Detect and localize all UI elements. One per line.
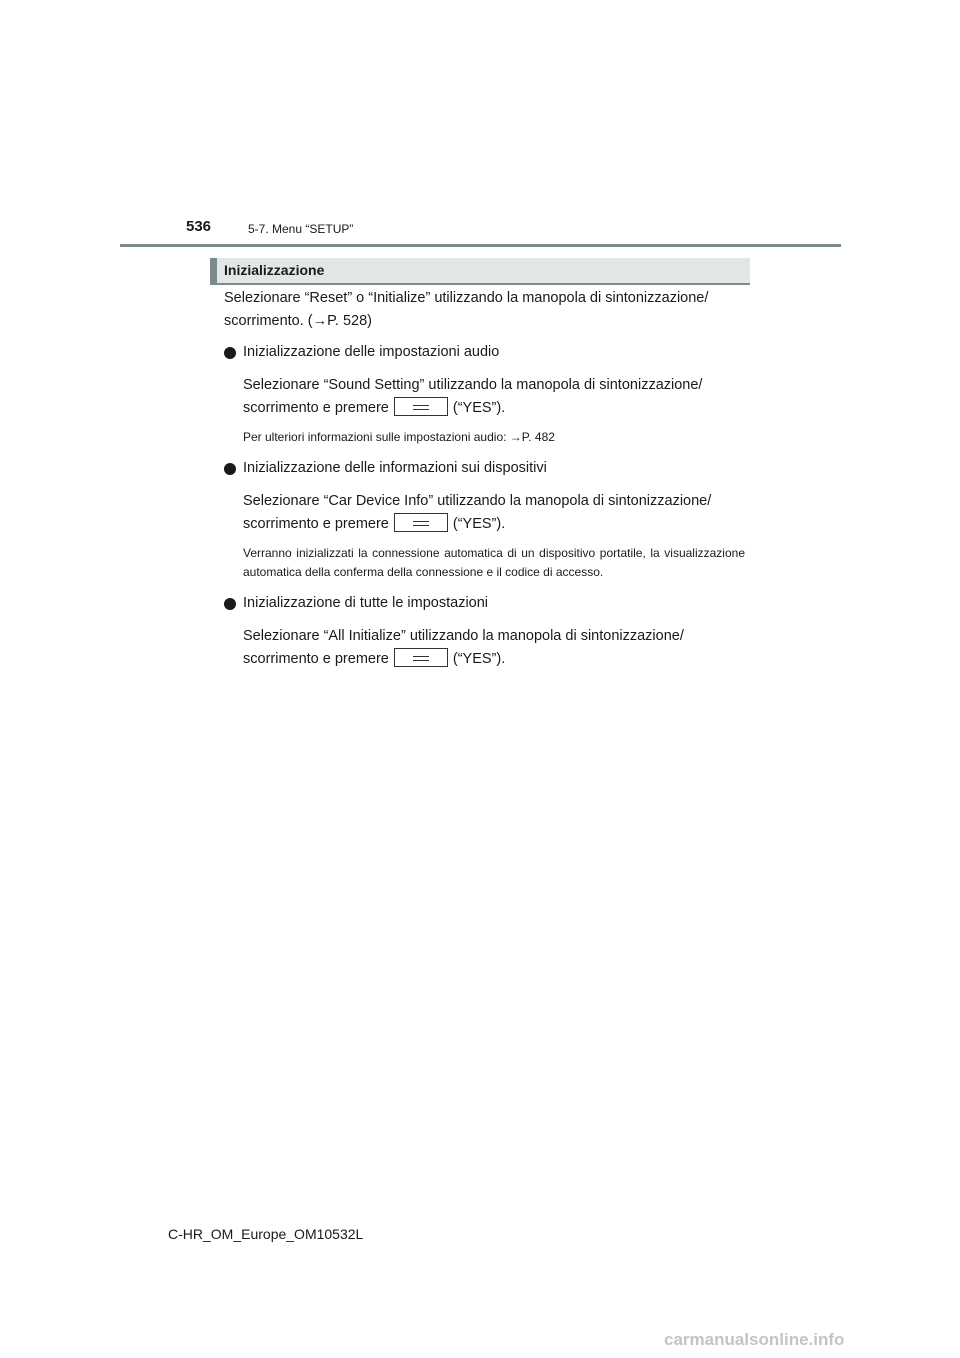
step-text <box>224 490 745 536</box>
step-line-1: Selezionare “Car Device Info” utilizzando la manopola di sintonizzazione/ <box>243 493 712 509</box>
step-text <box>224 374 745 420</box>
intro-line-2: scorrimento. (→P. 528) <box>224 313 373 329</box>
note-text: Verranno inizializzati la connessione automatica di un dispositivo portatile, la visualizzazione automatica della conferma della connessione e il codice di accesso. <box>243 546 745 579</box>
list-item-all-initialize <box>224 592 745 671</box>
bullet-title-text: Inizializzazione delle impostazioni audio <box>243 344 500 360</box>
step-line-2: scorrimento e premere <box>243 400 389 416</box>
bullet-title-text: Inizializzazione di tutte le impostazioni <box>243 595 489 611</box>
list-item-audio <box>224 341 745 447</box>
section-title: 5-7. Menu “SETUP” <box>248 222 354 236</box>
list-item-device-info <box>224 457 745 582</box>
step-text <box>224 625 745 671</box>
bullet-dot-icon <box>224 347 236 359</box>
page-number: 536 <box>186 218 212 235</box>
bullet-title <box>224 457 745 480</box>
content <box>224 287 745 679</box>
step-line-1: Selezionare “All Initialize” utilizzando la manopola di sintonizzazione/ <box>243 628 684 644</box>
bullet-title <box>224 592 745 615</box>
heading-label: Inizializzazione <box>224 262 325 278</box>
section-heading <box>210 258 750 285</box>
watermark: carmanualsonline.info <box>664 1330 845 1349</box>
yes-button-icon <box>394 397 448 416</box>
intro-line-1: Selezionare “Reset” o “Initialize” utilizzando la manopola di sintonizzazione/ <box>224 290 709 306</box>
header-rule <box>120 244 841 247</box>
footer-code: C-HR_OM_Europe_OM10532L <box>168 1226 364 1242</box>
note-text: Per ulteriori informazioni sulle impostazioni audio: →P. 482 <box>243 430 555 444</box>
step-line-2: scorrimento e premere <box>243 651 389 667</box>
step-line-2-end: (“YES”). <box>452 651 506 667</box>
step-line-1: Selezionare “Sound Setting” utilizzando la manopola di sintonizzazione/ <box>243 377 703 393</box>
bullet-dot-icon <box>224 463 236 475</box>
step-line-2-end: (“YES”). <box>452 400 506 416</box>
bullet-title-text: Inizializzazione delle informazioni sui dispositivi <box>243 460 547 476</box>
yes-button-icon <box>394 513 448 532</box>
heading-accent <box>210 258 217 283</box>
step-line-2: scorrimento e premere <box>243 516 389 532</box>
bullet-dot-icon <box>224 598 236 610</box>
step-line-2-end: (“YES”). <box>452 516 506 532</box>
yes-button-icon <box>394 648 448 667</box>
intro-paragraph <box>224 287 745 333</box>
bullet-title <box>224 341 745 364</box>
